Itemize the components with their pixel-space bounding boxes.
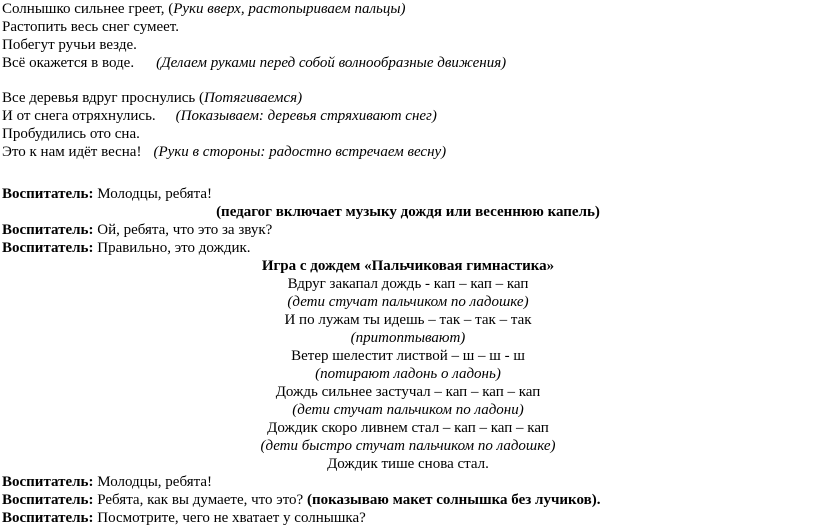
poem2-line-4 bbox=[2, 143, 446, 161]
poem2-line-3 bbox=[2, 125, 140, 143]
speech-text: Молодцы, ребята! bbox=[93, 186, 212, 202]
poem1-line-4 bbox=[2, 54, 506, 72]
speech-text: Молодцы, ребята! bbox=[93, 474, 212, 490]
poem-note: Потягиваемся) bbox=[204, 90, 303, 106]
game-line-5: Ветер шелестит листвой – ш – ш - ш bbox=[291, 348, 525, 364]
speech-text: Правильно, это дождик. bbox=[93, 240, 251, 256]
game-line-3: И по лужам ты идешь – так – так – так bbox=[284, 312, 532, 328]
speech-text: Ребята, как вы думаете, что это? bbox=[93, 492, 307, 508]
poem2-line-1 bbox=[2, 89, 302, 107]
poem2-line-2 bbox=[2, 107, 437, 125]
game-line-2: (дети стучат пальчиком по ладошке) bbox=[287, 294, 529, 310]
speech-text: Ой, ребята, что это за звук? bbox=[93, 222, 273, 238]
dialogue-line-2 bbox=[2, 221, 272, 239]
speaker-label: Воспитатель: bbox=[2, 474, 94, 490]
poem-text: Солнышко сильнее греет, ( bbox=[2, 1, 174, 17]
game-line-6: (потирают ладонь о ладонь) bbox=[315, 366, 501, 382]
poem-note: (Делаем руками перед собой волнообразные движения) bbox=[156, 55, 507, 71]
game-line-9: Дождик скоро ливнем стал – кап – кап – кап bbox=[267, 420, 549, 436]
poem-text: Растопить весь снег сумеет. bbox=[2, 19, 179, 35]
dialogue-line-1 bbox=[2, 185, 212, 203]
speaker-label: Воспитатель: bbox=[2, 186, 94, 202]
dialogue-line-3 bbox=[2, 239, 251, 257]
game-line-1: Вдруг закапал дождь - кап – кап – кап bbox=[287, 276, 529, 292]
poem-text: И от снега отряхнулись. bbox=[2, 108, 156, 124]
speaker-label: Воспитатель: bbox=[2, 222, 94, 238]
game-title: Игра с дождем «Пальчиковая гимнастика» bbox=[261, 258, 555, 274]
poem-text: Пробудились ото сна. bbox=[2, 126, 140, 142]
poem-note: Руки вверх, растопыриваем пальцы) bbox=[173, 1, 406, 17]
poem-text: Все деревья вдруг проснулись ( bbox=[2, 90, 205, 106]
poem1-line-3 bbox=[2, 36, 137, 54]
game-line-7: Дождь сильнее застучал – кап – кап – кап bbox=[275, 384, 541, 400]
game-line-4: (притоптывают) bbox=[350, 330, 466, 346]
stage-note: (показываю макет солнышка без лучиков). bbox=[306, 492, 601, 508]
game-line-11: Дождик тише снова стал. bbox=[327, 456, 489, 472]
stage-direction: (педагог включает музыку дождя или весеннюю капель) bbox=[216, 204, 600, 220]
game-line-10: (дети быстро стучат пальчиком по ладошке) bbox=[260, 438, 556, 454]
speaker-label: Воспитатель: bbox=[2, 240, 94, 256]
poem-text: Это к нам идёт весна! bbox=[2, 144, 142, 160]
poem-note: (Показываем: деревья стряхивают снег) bbox=[175, 108, 437, 124]
poem-text: Побегут ручьи везде. bbox=[2, 37, 137, 53]
game-line-8: (дети стучат пальчиком по ладони) bbox=[292, 402, 524, 418]
poem1-line-1 bbox=[2, 0, 406, 18]
poem-text: Всё окажется в воде. bbox=[2, 55, 135, 71]
dialogue-line-5 bbox=[2, 491, 600, 509]
dialogue-line-4 bbox=[2, 473, 212, 491]
speaker-label: Воспитатель: bbox=[2, 492, 94, 508]
poem-note: (Руки в стороны: радостно встречаем весну) bbox=[153, 144, 447, 160]
poem1-line-2 bbox=[2, 18, 179, 36]
speaker-label: Воспитатель: bbox=[2, 510, 94, 526]
speech-text: Посмотрите, чего не хватает у солнышка? bbox=[93, 510, 366, 526]
